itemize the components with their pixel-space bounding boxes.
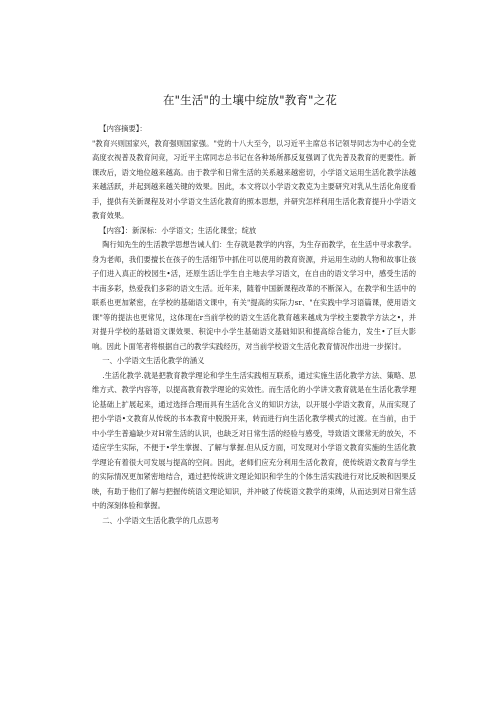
keywords-label: 【内容】：	[99, 225, 133, 235]
abstract-text: "教育兴则国家兴，教育强则国家强。"党的十八大至今，以习近平主席总书记领导同志为中心的全党高度衣视普及教育问竞，习近平主席同志总书记在各种场所都反复强调了优先普及教育的更要性。新课改后，语文地位越来越高。由于教学和日常生活的关系越来越密切，小学语文运用生活化教学法越来越活跃，并起到越来越关键的效果。因此，本文将以小学语文教克为主要研究对乳从生活化角度看手，提供有关新课程及对小学语文生活化教育的照本思想，并研究怎样利用生活化教育提升小学语文教育效果。	[92, 138, 416, 220]
intro-paragraph: 陶行知先生的生活教学思想告诫人们：生存就是教学的内容，为生存而教学，在生活中寻求教学。身为老师，我们要擅长在孩子的生活细节中抓住可以使用的教育资源，并运用生动的人物和故事让孩子们进入真正的校园生•活，还原生活让学生自主地去学习语文，在自由的语文学习中，感受生活的丰南多彩，热爱我们多彩的语文生活。近年来，随着中国新课程改革的不断深入，在教学和生活中的联系也更加紧密，在学校的基础语文课中，有关"提高的实际力sr、"在实践中学习语篇课，使用语文课"等的提法也更常见，这体现在r当前学校的语文生活化教育越来越成为学校主要教学方法之•，并对提升学校的基础语文课效果、积淀中小学生基础语文基础知识和提高综合能力，发生•了巨大影响。因此卜面笔者将根据自己的教学实践经历，对当前学校语文生活化教育情况作出进一步探讨。	[92, 240, 416, 351]
section-2-heading: 二、小学语文生活化教学的几点思考	[102, 515, 219, 525]
section-1-paragraph: .生活化教学.就是把教育教学理论和学生生活实践相互联系，通过实施生活化教学方法、策略、思维方式、教学内容等，以提高教育教学理论的实效性。而生活化的小学讲文教育就是在生活化教学理论基础上扩展起来，通过选择合理而具有生活化含义的知识方法，以开展小学语文教育，从而实现了把小学语•文教育从传统的书本教育中脱脱开来，转而进行向生活化教学模式的过渡。在当前，由于中小学生普遍缺少对H常生活的认识，也缺乏对日常生活的经验与感受，导致语文课常无的放矢，不适应学生实际，不便于•学生掌握、了解与掌握.但从反方面，可发现对小学语文教育实施的生活化教学理论有着很大可发展与提高的空间。因此，老师们应充分利用生活化教育，使传统语文教育与学生的实际情况更加紧密地结合，通过把传统讲文理论知识和学生的个体生活实践进行对比反映和因果反映，有助于他们了解与把握传统语文理论知识，并冲破了传统语文教学的束缚，从而达到对日常生活中的深刻体验和掌握。	[92, 370, 416, 510]
abstract-paragraph	[92, 122, 416, 224]
abstract-label: 【内容摘要】：	[99, 124, 147, 133]
keywords-line	[92, 224, 416, 239]
document-title: 在"生活"的土壤中绽放"教育"之花	[162, 93, 338, 107]
keywords-text: 新深标：小学语文；生活化课堂；绽放	[132, 225, 257, 235]
document-body	[92, 122, 416, 528]
section-1-heading: 一、小学语文生活化教学的涵义	[102, 356, 205, 365]
